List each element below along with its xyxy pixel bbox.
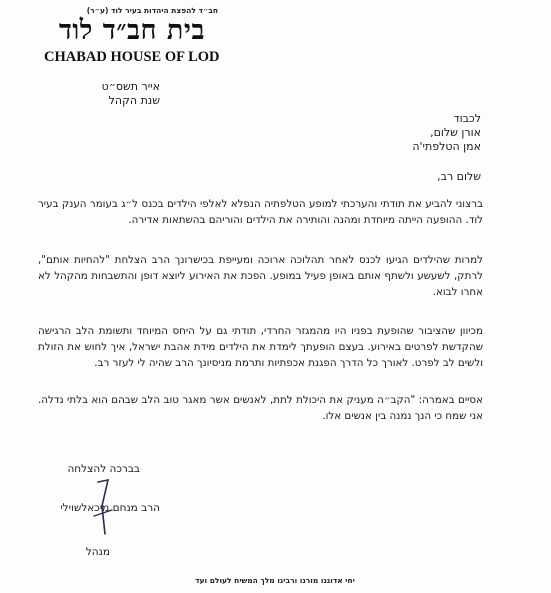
body-paragraph-4: אסיים באמרה: "הקב״ה מעניק את היכולת לתת, לאנשים אשר מאגר טוב הלב שבהם הוא בלתי נדלה. אני שמח כי הנך נמנה בין אנשים אלו. bbox=[38, 394, 483, 422]
date-line-1: אייר תשס״ט bbox=[101, 80, 160, 93]
signer-name: הרב מנחם מיכאלשוילי bbox=[60, 502, 160, 514]
recipient-line-1: לכבוד bbox=[453, 112, 481, 125]
signer-title: מנהל bbox=[85, 546, 110, 558]
body-paragraph-3: מכיוון שהציבור שהופעת בפניו היו מהמגזר החרדי, תודתי גם על היחס המיוחד ותשומת הלב הרגישה שהקדשת לפרטים באירוע. בעצם הופעתך לימדת את הילדים מידת אהבת ישראל, איך לחוש את הזולת ולשים לב לפרט. לאורך כל הדרך הפגנת אכפתיות ותרמת מניסיונך הרב שהיה לי לעזר רב. bbox=[38, 325, 483, 369]
letterhead-hebrew-title: בית חב״ד לוד bbox=[58, 15, 205, 46]
recipient-line-2: אורן שלום, bbox=[430, 126, 481, 139]
date-line-2: שנת הקהל bbox=[108, 94, 160, 107]
body-paragraph-2: למרות שהילדים הגיעו לכנס לאחר תהלוכה ארוכה ומעייפת בכישרונך הרב הצלחת "להחיות אותם", לרתק, לשעשע ולשתף אותם באופן פעיל במופע. הפכת את האירוע ליוצא דופן והתשבחות מהקהל לא אחרו לבוא. bbox=[38, 254, 483, 298]
greeting: שלום רב, bbox=[437, 170, 481, 183]
body-paragraph-1: ברצוני להביע את תודתי והערכתי למופע הטלפתיה הנפלא לאלפי הילדים בכנס ל״ג בעומר הענק בעיר לוד. ההופעה הייתה מיוחדת ומהנה והותירה את הילדים והוריהם בהשתאות אדירה. bbox=[38, 198, 483, 226]
letterhead-org-line: חב״ד להפצת היהדות בעיר לוד (ע״ר) bbox=[86, 6, 218, 15]
recipient-line-3: אמן הטלפתי'ה bbox=[412, 140, 481, 153]
closing-line: בברכה להצלחה bbox=[67, 463, 140, 475]
letterhead-english-title: CHABAD HOUSE OF LOD bbox=[44, 49, 220, 65]
recipient-block bbox=[281, 112, 481, 154]
footer-slogan: יחי אדוננו מורנו ורבינו מלך המשיח לעולם ועד bbox=[195, 576, 355, 585]
date-block bbox=[40, 80, 160, 108]
